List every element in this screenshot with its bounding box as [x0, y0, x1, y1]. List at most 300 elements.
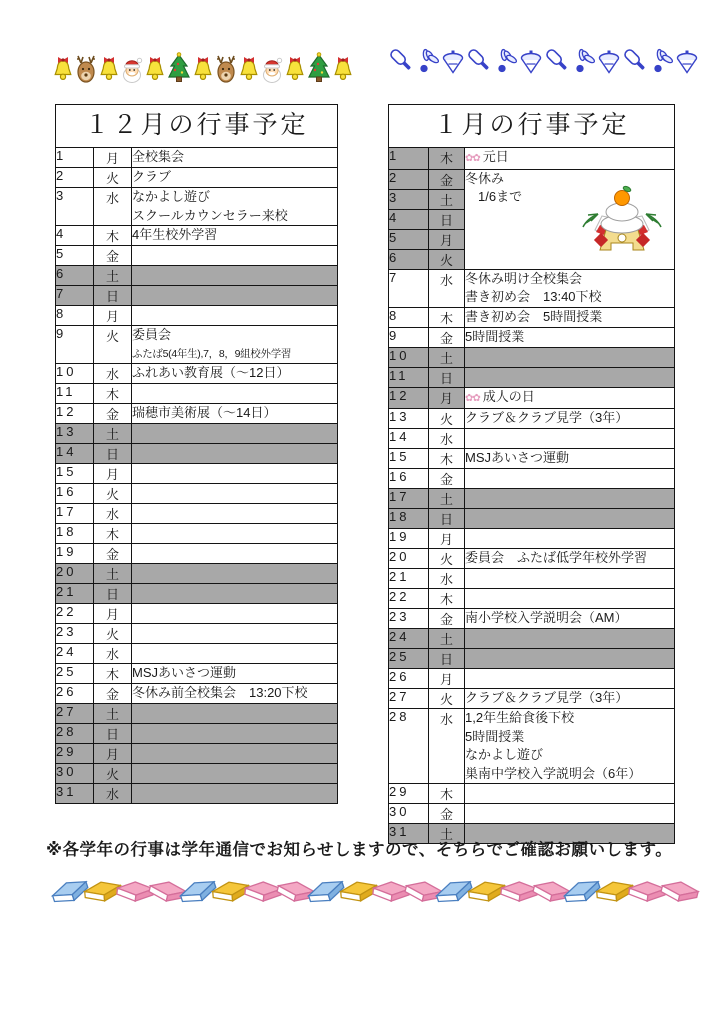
- bell-icon: [98, 54, 120, 84]
- event-line: [132, 345, 337, 364]
- day-cell: 3: [389, 189, 429, 209]
- day-cell: 1: [56, 148, 94, 168]
- weekday-cell: 月: [429, 529, 465, 549]
- calendar-row: [389, 367, 675, 387]
- weekday-cell: 火: [94, 326, 132, 364]
- event-cell: [132, 564, 338, 584]
- day-cell: 4: [56, 226, 94, 246]
- day-cell: 1: [389, 148, 429, 170]
- event-text: 冬休み: [465, 170, 505, 186]
- event-cell: [132, 326, 338, 364]
- calendar-row: [389, 469, 675, 489]
- weekday-cell: 土: [94, 704, 132, 724]
- weekday-cell: 火: [94, 168, 132, 188]
- day-cell: 8: [56, 306, 94, 326]
- calendar-row: [56, 364, 338, 384]
- day-cell: 24: [56, 644, 94, 664]
- calendar-row: [56, 604, 338, 624]
- pink-blossoms-icon: ✿✿: [465, 392, 480, 404]
- event-text: クラブ＆クラブ見学（3年）: [465, 410, 629, 425]
- calendar-row: [389, 148, 675, 170]
- weekday-cell: 土: [429, 189, 465, 209]
- weekday-cell: 木: [94, 384, 132, 404]
- calendar-row: [56, 286, 338, 306]
- weekday-cell: 金: [429, 469, 465, 489]
- event-text: MSJあいさつ運動: [465, 450, 570, 465]
- event-cell: [132, 306, 338, 326]
- weekday-cell: 土: [429, 824, 465, 844]
- event-line: [465, 270, 674, 289]
- kagami-mochi-illustration: [576, 174, 668, 260]
- event-cell: [132, 684, 338, 704]
- event-line: [465, 449, 674, 468]
- event-text: 元日: [482, 149, 509, 164]
- event-cell: [465, 609, 675, 629]
- event-line: [465, 765, 674, 784]
- weekday-cell: 金: [429, 327, 465, 347]
- day-cell: 21: [389, 569, 429, 589]
- event-cell: [132, 604, 338, 624]
- weekday-cell: 火: [429, 549, 465, 569]
- day-cell: 22: [389, 589, 429, 609]
- event-line: [465, 746, 674, 765]
- event-cell: [132, 444, 338, 464]
- calendar-row: [56, 684, 338, 704]
- calendar-row: [56, 326, 338, 364]
- event-cell: [132, 148, 338, 168]
- calendar-row: [389, 489, 675, 509]
- weekday-cell: 木: [429, 784, 465, 804]
- day-cell: 27: [56, 704, 94, 724]
- day-cell: 11: [56, 384, 94, 404]
- event-text: ふれあい教育展（～12日）: [132, 365, 290, 380]
- day-cell: 6: [56, 266, 94, 286]
- weekday-cell: 日: [94, 584, 132, 604]
- book-pink-icon: [656, 874, 702, 914]
- calendar-row: [389, 569, 675, 589]
- weekday-cell: 木: [94, 524, 132, 544]
- event-text: スクールカウンセラー来校: [132, 207, 288, 223]
- books-decoration-border: [48, 874, 680, 914]
- weekday-cell: 日: [94, 286, 132, 306]
- christmas-decoration-border: [52, 52, 348, 84]
- calendar-row: [56, 744, 338, 764]
- shuttlecock-icon: [650, 48, 674, 76]
- day-cell: 17: [389, 489, 429, 509]
- event-cell: [465, 269, 675, 307]
- event-cell: [465, 709, 675, 784]
- day-cell: 29: [389, 784, 429, 804]
- day-cell: 26: [56, 684, 94, 704]
- bell-icon: [332, 54, 354, 84]
- event-cell: [132, 784, 338, 804]
- event-text: 南小学校入学説明会（AM）: [465, 610, 628, 625]
- day-cell: 3: [56, 188, 94, 226]
- weekday-cell: 水: [429, 429, 465, 449]
- event-line: [132, 664, 337, 683]
- weekday-cell: 火: [94, 624, 132, 644]
- event-cell: [465, 449, 675, 469]
- weekday-cell: 火: [94, 484, 132, 504]
- event-cell: [132, 504, 338, 524]
- shuttlecock-icon: [572, 48, 596, 76]
- day-cell: 9: [389, 327, 429, 347]
- calendar-row: [389, 709, 675, 784]
- calendar-row: [56, 644, 338, 664]
- calendar-row: [56, 664, 338, 684]
- calendar-row: [56, 168, 338, 188]
- day-cell: 21: [56, 584, 94, 604]
- day-cell: 28: [389, 709, 429, 784]
- weekday-cell: 月: [94, 464, 132, 484]
- calendar-row: [389, 629, 675, 649]
- calendar-row: [389, 327, 675, 347]
- event-cell: [465, 148, 675, 170]
- event-text: 5時間授業: [465, 328, 525, 344]
- calendar-row: [56, 444, 338, 464]
- event-cell: [465, 669, 675, 689]
- calendar-row: [56, 226, 338, 246]
- reindeer-icon: [74, 54, 98, 84]
- day-cell: 28: [56, 724, 94, 744]
- day-cell: 2: [389, 169, 429, 189]
- event-cell: [132, 624, 338, 644]
- day-cell: 16: [56, 484, 94, 504]
- table-title-row: [56, 105, 338, 148]
- pink-blossoms-icon: ✿✿: [465, 153, 480, 164]
- event-line: [465, 609, 674, 628]
- day-cell: 10: [389, 347, 429, 367]
- event-cell: [465, 529, 675, 549]
- event-text: 冬休み前全校集会 13:20下校: [132, 685, 308, 700]
- calendar-row: [389, 804, 675, 824]
- event-text: 5時間授業: [465, 728, 525, 744]
- bell-icon: [192, 54, 214, 84]
- calendar-row: [56, 188, 338, 226]
- day-cell: 20: [56, 564, 94, 584]
- event-cell: [132, 424, 338, 444]
- event-cell: [465, 347, 675, 367]
- day-cell: 23: [56, 624, 94, 644]
- weekday-cell: 木: [94, 226, 132, 246]
- calendar-row: [56, 524, 338, 544]
- day-cell: 13: [389, 409, 429, 429]
- event-text: 巣南中学校入学説明会（6年）: [465, 765, 642, 781]
- event-cell: [465, 589, 675, 609]
- calendar-row: [56, 464, 338, 484]
- calendar-row: [56, 544, 338, 564]
- weekday-cell: 月: [429, 387, 465, 409]
- day-cell: 15: [56, 464, 94, 484]
- hagoita-icon: [622, 46, 650, 76]
- calendar-row: [389, 387, 675, 409]
- bell-icon: [52, 54, 74, 84]
- event-text: 4年生校外学習: [132, 227, 218, 242]
- weekday-cell: 木: [429, 148, 465, 170]
- weekday-cell: 月: [429, 669, 465, 689]
- event-cell: [132, 226, 338, 246]
- day-cell: 15: [389, 449, 429, 469]
- day-cell: 29: [56, 744, 94, 764]
- event-cell: [132, 286, 338, 306]
- calendar-row: [389, 669, 675, 689]
- weekday-cell: 火: [94, 764, 132, 784]
- event-line: [132, 168, 337, 187]
- day-cell: 8: [389, 307, 429, 327]
- day-cell: 13: [56, 424, 94, 444]
- calendar-row: [389, 784, 675, 804]
- december-title: １２月の行事予定: [56, 105, 338, 148]
- santa-icon: [120, 54, 144, 84]
- weekday-cell: 土: [429, 489, 465, 509]
- calendar-row: [389, 649, 675, 669]
- weekday-cell: 金: [429, 169, 465, 189]
- weekday-cell: 木: [429, 307, 465, 327]
- event-line: [465, 409, 674, 428]
- calendar-row: [56, 784, 338, 804]
- calendar-row: [389, 589, 675, 609]
- event-cell: [465, 649, 675, 669]
- event-line: [132, 207, 337, 226]
- event-cell: [465, 629, 675, 649]
- calendar-row: [389, 169, 675, 189]
- weekday-cell: 金: [429, 609, 465, 629]
- weekday-cell: 土: [429, 629, 465, 649]
- weekday-cell: 月: [94, 604, 132, 624]
- event-text: 書き初め会 5時間授業: [465, 308, 603, 324]
- event-line: [465, 689, 674, 708]
- event-cell: [132, 384, 338, 404]
- event-cell: [465, 469, 675, 489]
- calendar-row: [56, 764, 338, 784]
- day-cell: 12: [389, 387, 429, 409]
- event-cell: [465, 409, 675, 429]
- day-cell: 24: [389, 629, 429, 649]
- event-line: [132, 226, 337, 245]
- weekday-cell: 金: [94, 684, 132, 704]
- shuttlecock-icon: [494, 48, 518, 76]
- bell-icon: [284, 54, 306, 84]
- weekday-cell: 土: [429, 347, 465, 367]
- hagoita-icon: [466, 46, 494, 76]
- calendar-row: [389, 689, 675, 709]
- shuttlecock-icon: [416, 48, 440, 76]
- january-title: １月の行事予定: [389, 105, 675, 148]
- weekday-cell: 金: [94, 246, 132, 266]
- day-cell: 18: [56, 524, 94, 544]
- hagoita-icon: [544, 46, 572, 76]
- event-cell: [465, 169, 675, 269]
- day-cell: 16: [389, 469, 429, 489]
- event-line: [465, 549, 674, 568]
- event-cell: [132, 168, 338, 188]
- event-line: [465, 308, 674, 327]
- weekday-cell: 金: [429, 804, 465, 824]
- day-cell: 2: [56, 168, 94, 188]
- weekday-cell: 水: [94, 504, 132, 524]
- calendar-row: [56, 724, 338, 744]
- event-line: [465, 328, 674, 347]
- weekday-cell: 日: [94, 444, 132, 464]
- event-text: クラブ: [132, 169, 172, 184]
- day-cell: 9: [56, 326, 94, 364]
- weekday-cell: 水: [94, 644, 132, 664]
- event-cell: [132, 524, 338, 544]
- weekday-cell: 月: [94, 148, 132, 168]
- day-cell: 30: [389, 804, 429, 824]
- event-cell: [132, 704, 338, 724]
- december-calendar: [55, 104, 338, 804]
- event-line: [465, 728, 674, 747]
- event-text: 書き初め会 13:40下校: [465, 289, 602, 304]
- day-cell: 5: [56, 246, 94, 266]
- day-cell: 25: [56, 664, 94, 684]
- table-title-row: [389, 105, 675, 148]
- calendar-row: [389, 529, 675, 549]
- event-line: [465, 288, 674, 307]
- event-cell: [465, 489, 675, 509]
- event-cell: [465, 549, 675, 569]
- calendar-row: [56, 504, 338, 524]
- spinning-top-icon: [596, 49, 622, 76]
- day-cell: 19: [389, 529, 429, 549]
- day-cell: 12: [56, 404, 94, 424]
- event-cell: [465, 429, 675, 449]
- event-text: ふたば5(4年生),7，8，9組校外学習: [132, 347, 292, 360]
- calendar-row: [56, 424, 338, 444]
- event-cell: [132, 744, 338, 764]
- hagoita-icon: [388, 46, 416, 76]
- weekday-cell: 火: [429, 409, 465, 429]
- new-year-toys-decoration-border: [388, 46, 688, 76]
- weekday-cell: 土: [94, 424, 132, 444]
- weekday-cell: 土: [94, 564, 132, 584]
- weekday-cell: 金: [94, 404, 132, 424]
- santa-icon: [260, 54, 284, 84]
- christmas-tree-icon: [166, 52, 192, 84]
- event-cell: [465, 784, 675, 804]
- day-cell: 4: [389, 209, 429, 229]
- weekday-cell: 日: [429, 509, 465, 529]
- spinning-top-icon: [674, 49, 700, 76]
- event-cell: [465, 804, 675, 824]
- event-line: [132, 364, 337, 383]
- event-text: なかよし遊び: [465, 747, 544, 762]
- january-calendar: [388, 104, 675, 844]
- event-cell: [132, 464, 338, 484]
- event-text: 委員会 ふたば低学年校外学習: [465, 550, 648, 565]
- calendar-row: [389, 307, 675, 327]
- day-cell: 19: [56, 544, 94, 564]
- event-cell: [465, 387, 675, 409]
- event-line: [132, 404, 337, 423]
- calendar-row: [389, 549, 675, 569]
- event-line: [465, 709, 674, 728]
- event-cell: [132, 664, 338, 684]
- weekday-cell: 水: [429, 269, 465, 307]
- reindeer-icon: [214, 54, 238, 84]
- weekday-cell: 日: [429, 649, 465, 669]
- event-cell: [132, 404, 338, 424]
- calendar-row: [389, 609, 675, 629]
- footer-note: ※各学年の行事は学年通信でお知らせしますので、そちらでご確認お願いします。: [46, 841, 673, 859]
- weekday-cell: 月: [429, 229, 465, 249]
- weekday-cell: 水: [94, 188, 132, 226]
- event-cell: [465, 307, 675, 327]
- event-cell: [465, 327, 675, 347]
- event-cell: [132, 246, 338, 266]
- weekday-cell: 水: [94, 364, 132, 384]
- day-cell: 31: [56, 784, 94, 804]
- january-calendar-table: [388, 104, 675, 844]
- bell-icon: [144, 54, 166, 84]
- calendar-row: [56, 624, 338, 644]
- weekday-cell: 木: [429, 449, 465, 469]
- event-cell: [132, 544, 338, 564]
- bell-icon: [238, 54, 260, 84]
- weekday-cell: 火: [429, 249, 465, 269]
- event-cell: [465, 367, 675, 387]
- event-text: 1,2年生給食後下校: [465, 710, 575, 725]
- weekday-cell: 日: [94, 724, 132, 744]
- calendar-row: [56, 306, 338, 326]
- event-text: なかよし遊び: [132, 189, 211, 204]
- day-cell: 14: [389, 429, 429, 449]
- day-cell: 7: [389, 269, 429, 307]
- day-cell: 6: [389, 249, 429, 269]
- day-cell: 14: [56, 444, 94, 464]
- day-cell: 18: [389, 509, 429, 529]
- calendar-row: [389, 347, 675, 367]
- event-cell: [132, 484, 338, 504]
- weekday-cell: 日: [429, 209, 465, 229]
- event-line: [132, 684, 337, 703]
- event-cell: [465, 509, 675, 529]
- event-cell: [132, 584, 338, 604]
- event-line: [132, 148, 337, 167]
- calendar-row: [56, 384, 338, 404]
- day-cell: 17: [56, 504, 94, 524]
- event-line: [465, 388, 674, 409]
- event-text: 冬休み明け全校集会: [465, 270, 583, 286]
- day-cell: 23: [389, 609, 429, 629]
- day-cell: 11: [389, 367, 429, 387]
- event-text: MSJあいさつ運動: [132, 665, 237, 680]
- calendar-row: [56, 484, 338, 504]
- event-cell: [465, 689, 675, 709]
- weekday-cell: 木: [429, 589, 465, 609]
- calendar-row: [389, 269, 675, 307]
- event-cell: [132, 188, 338, 226]
- day-cell: 5: [389, 229, 429, 249]
- weekday-cell: 月: [94, 744, 132, 764]
- day-cell: 7: [56, 286, 94, 306]
- christmas-tree-icon: [306, 52, 332, 84]
- day-cell: 27: [389, 689, 429, 709]
- day-cell: 20: [389, 549, 429, 569]
- day-cell: 10: [56, 364, 94, 384]
- weekday-cell: 水: [429, 709, 465, 784]
- event-text: クラブ＆クラブ見学（3年）: [465, 690, 629, 705]
- weekday-cell: 木: [94, 664, 132, 684]
- spinning-top-icon: [518, 49, 544, 76]
- calendar-row: [56, 584, 338, 604]
- event-cell: [132, 266, 338, 286]
- event-text: 成人の日: [482, 388, 535, 404]
- event-cell: [132, 364, 338, 384]
- calendar-row: [56, 246, 338, 266]
- event-cell: [132, 644, 338, 664]
